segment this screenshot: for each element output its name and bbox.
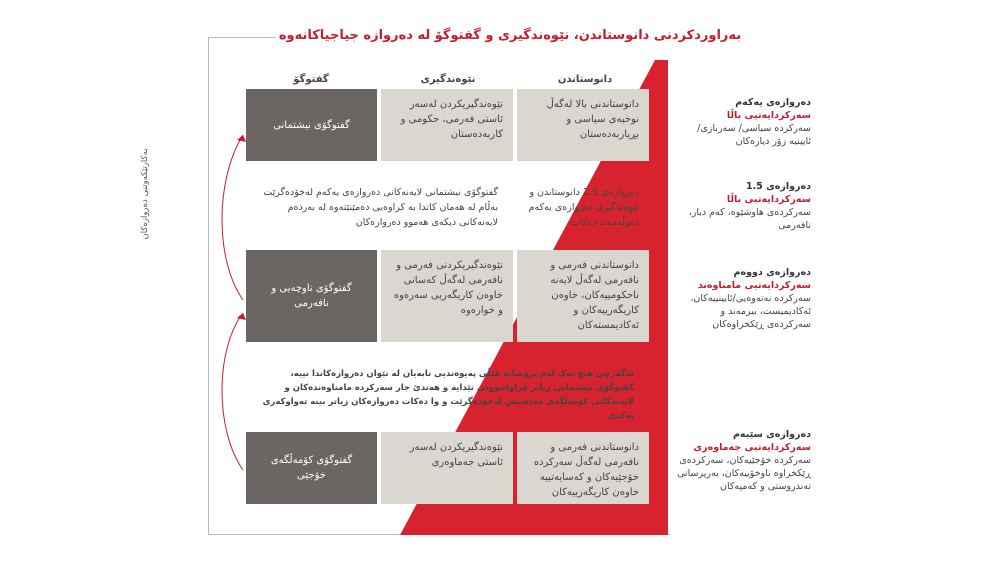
gate-3	[676, 428, 811, 493]
complementarity-note: ئەگەرچی هیچ یەک لەم پرۆسانە هێڵی پەیوەندیی نابەیان لە نێوان دەروازەکاندا نییە، گفتوگۆی نیشتمانی زیاتر فراوانبوونی تێدایە و هەندێ جار سەرکردە مامناوەندەکان و لایەنەکانی کۆمەڵگەی مەدەنیش لەخۆدەگرێت و وا دەکات دەروازەکان زیاتر بینە تەواوکەری یەکدی	[262, 369, 634, 421]
gate-1	[676, 96, 811, 148]
arrow-head-upper	[237, 135, 246, 142]
arrow-head-lower	[237, 313, 246, 320]
gate-1-5-desc: سەرکردەی هاوشێوە، کەم دیار، نافەرمی	[688, 207, 811, 231]
gate-1-title: دەروازەی یەکەم	[735, 97, 811, 108]
gate-2	[676, 266, 811, 331]
column-header-dialogue: گفتوگۆ	[293, 74, 329, 85]
middle-mediation-box: نێوەندگیریکردنی فەرمی و نافەرمی لەگەڵ کەسانی خاوەن کاریگەریی سەرەوە و خوارەوە	[381, 250, 513, 342]
diagram-title: بەراوردکردنی دانوستاندن، نێوەندگیری و گفتوگۆ لە دەروازە جیاجیاکانەوە	[276, 24, 744, 48]
gate-3-desc: سەرکردە خۆجێیەکان، سەرکردەی ڕێکخراوە ناوخۆییەکان، بەرپرسانی تەندروستی و کەمپەکان	[677, 455, 811, 492]
gate-1-5-title: دەروازەی 1.5	[745, 181, 811, 192]
gate-1-subtitle: سەرکردایەتیی باڵا	[726, 110, 811, 121]
bottom-mediation-box: نێوەندگیریکردن لەسەر ئاستی جەماوەری	[381, 432, 513, 504]
column-header-negotiation: دانوستاندن	[557, 74, 613, 85]
gate-1-5-subtitle: سەرکردایەتیی باڵا	[726, 194, 811, 205]
top-negotiation-box: دانوستاندنی بالا لەگەڵ نوخبەی سیاسی و بڕیاربەدەستان	[517, 89, 649, 161]
arrow-up-upper	[222, 135, 243, 300]
bottom-negotiation-box: دانوستاندنی فەرمی و نافەرمی لەگەڵ سەرکردە خۆجێیەکان و کەسایەتییە خاوەن کاریگەرییەکان	[517, 432, 649, 504]
side-label: بەکارتێکەوتنی دەروازەکان	[140, 148, 150, 240]
top-dialogue-box: گفتوگۆی نیشتمانی	[246, 89, 377, 161]
gate-2-subtitle: سەرکردایەتیی مامناوەند	[697, 280, 811, 291]
national-dialogue-note: گفتوگۆی نیشتمانی لایەنەکانی دەروازەی یەکەم لەخۆدەگرێت بەڵام لە هەمان کاتدا بە کراوەیی دەمێنێتەوە لە بەردەم لایەنەکانی دیکەی هەموو دەروازەکان	[263, 187, 498, 228]
gate-2-desc: سەرکردە نەتەوەیی/ئایینییەکان، ئەکادیمیست، بیرمەند و سەرکردەی ڕێکخراوەکان	[690, 293, 811, 330]
gate-3-title: دەروازەی سێیەم	[732, 429, 811, 440]
middle-dialogue-box: گفتوگۆی ناوچەیی و نافەرمی	[246, 250, 377, 342]
top-mediation-box: نێوەندگیریکردن لەسەر ئاستی فەرمی، حکومی و کاربەدەستان	[381, 89, 513, 161]
gate-1-5	[676, 180, 811, 232]
bottom-dialogue-box: گفتوگۆی کۆمەڵگەی خۆجێی	[246, 432, 377, 504]
middle-negotiation-box: دانوستاندنی فەرمی و نافەرمی لەگەڵ لایەنە ناحکومییەکان، خاوەن کاریگەرییەکان و ئەکادیمستەکان	[517, 250, 649, 342]
gate-3-subtitle: سەرکردایەتیی جەماوەری	[693, 442, 811, 453]
column-header-mediation: نێوەندگیری	[420, 74, 476, 85]
gate-2-title: دەروازەی دووەم	[733, 267, 811, 278]
gate-1-5-note: دەروازەی 1.5 دانوستاندن و نێوەندگیری دەروازەی یەکەم دەوڵەمەند دەکات	[528, 187, 639, 228]
gate-1-desc: سەرکردە سیاسی/ سەربازی/ ئایینیە زۆر دیارەکان	[697, 123, 811, 147]
arrow-up-lower	[222, 313, 243, 470]
